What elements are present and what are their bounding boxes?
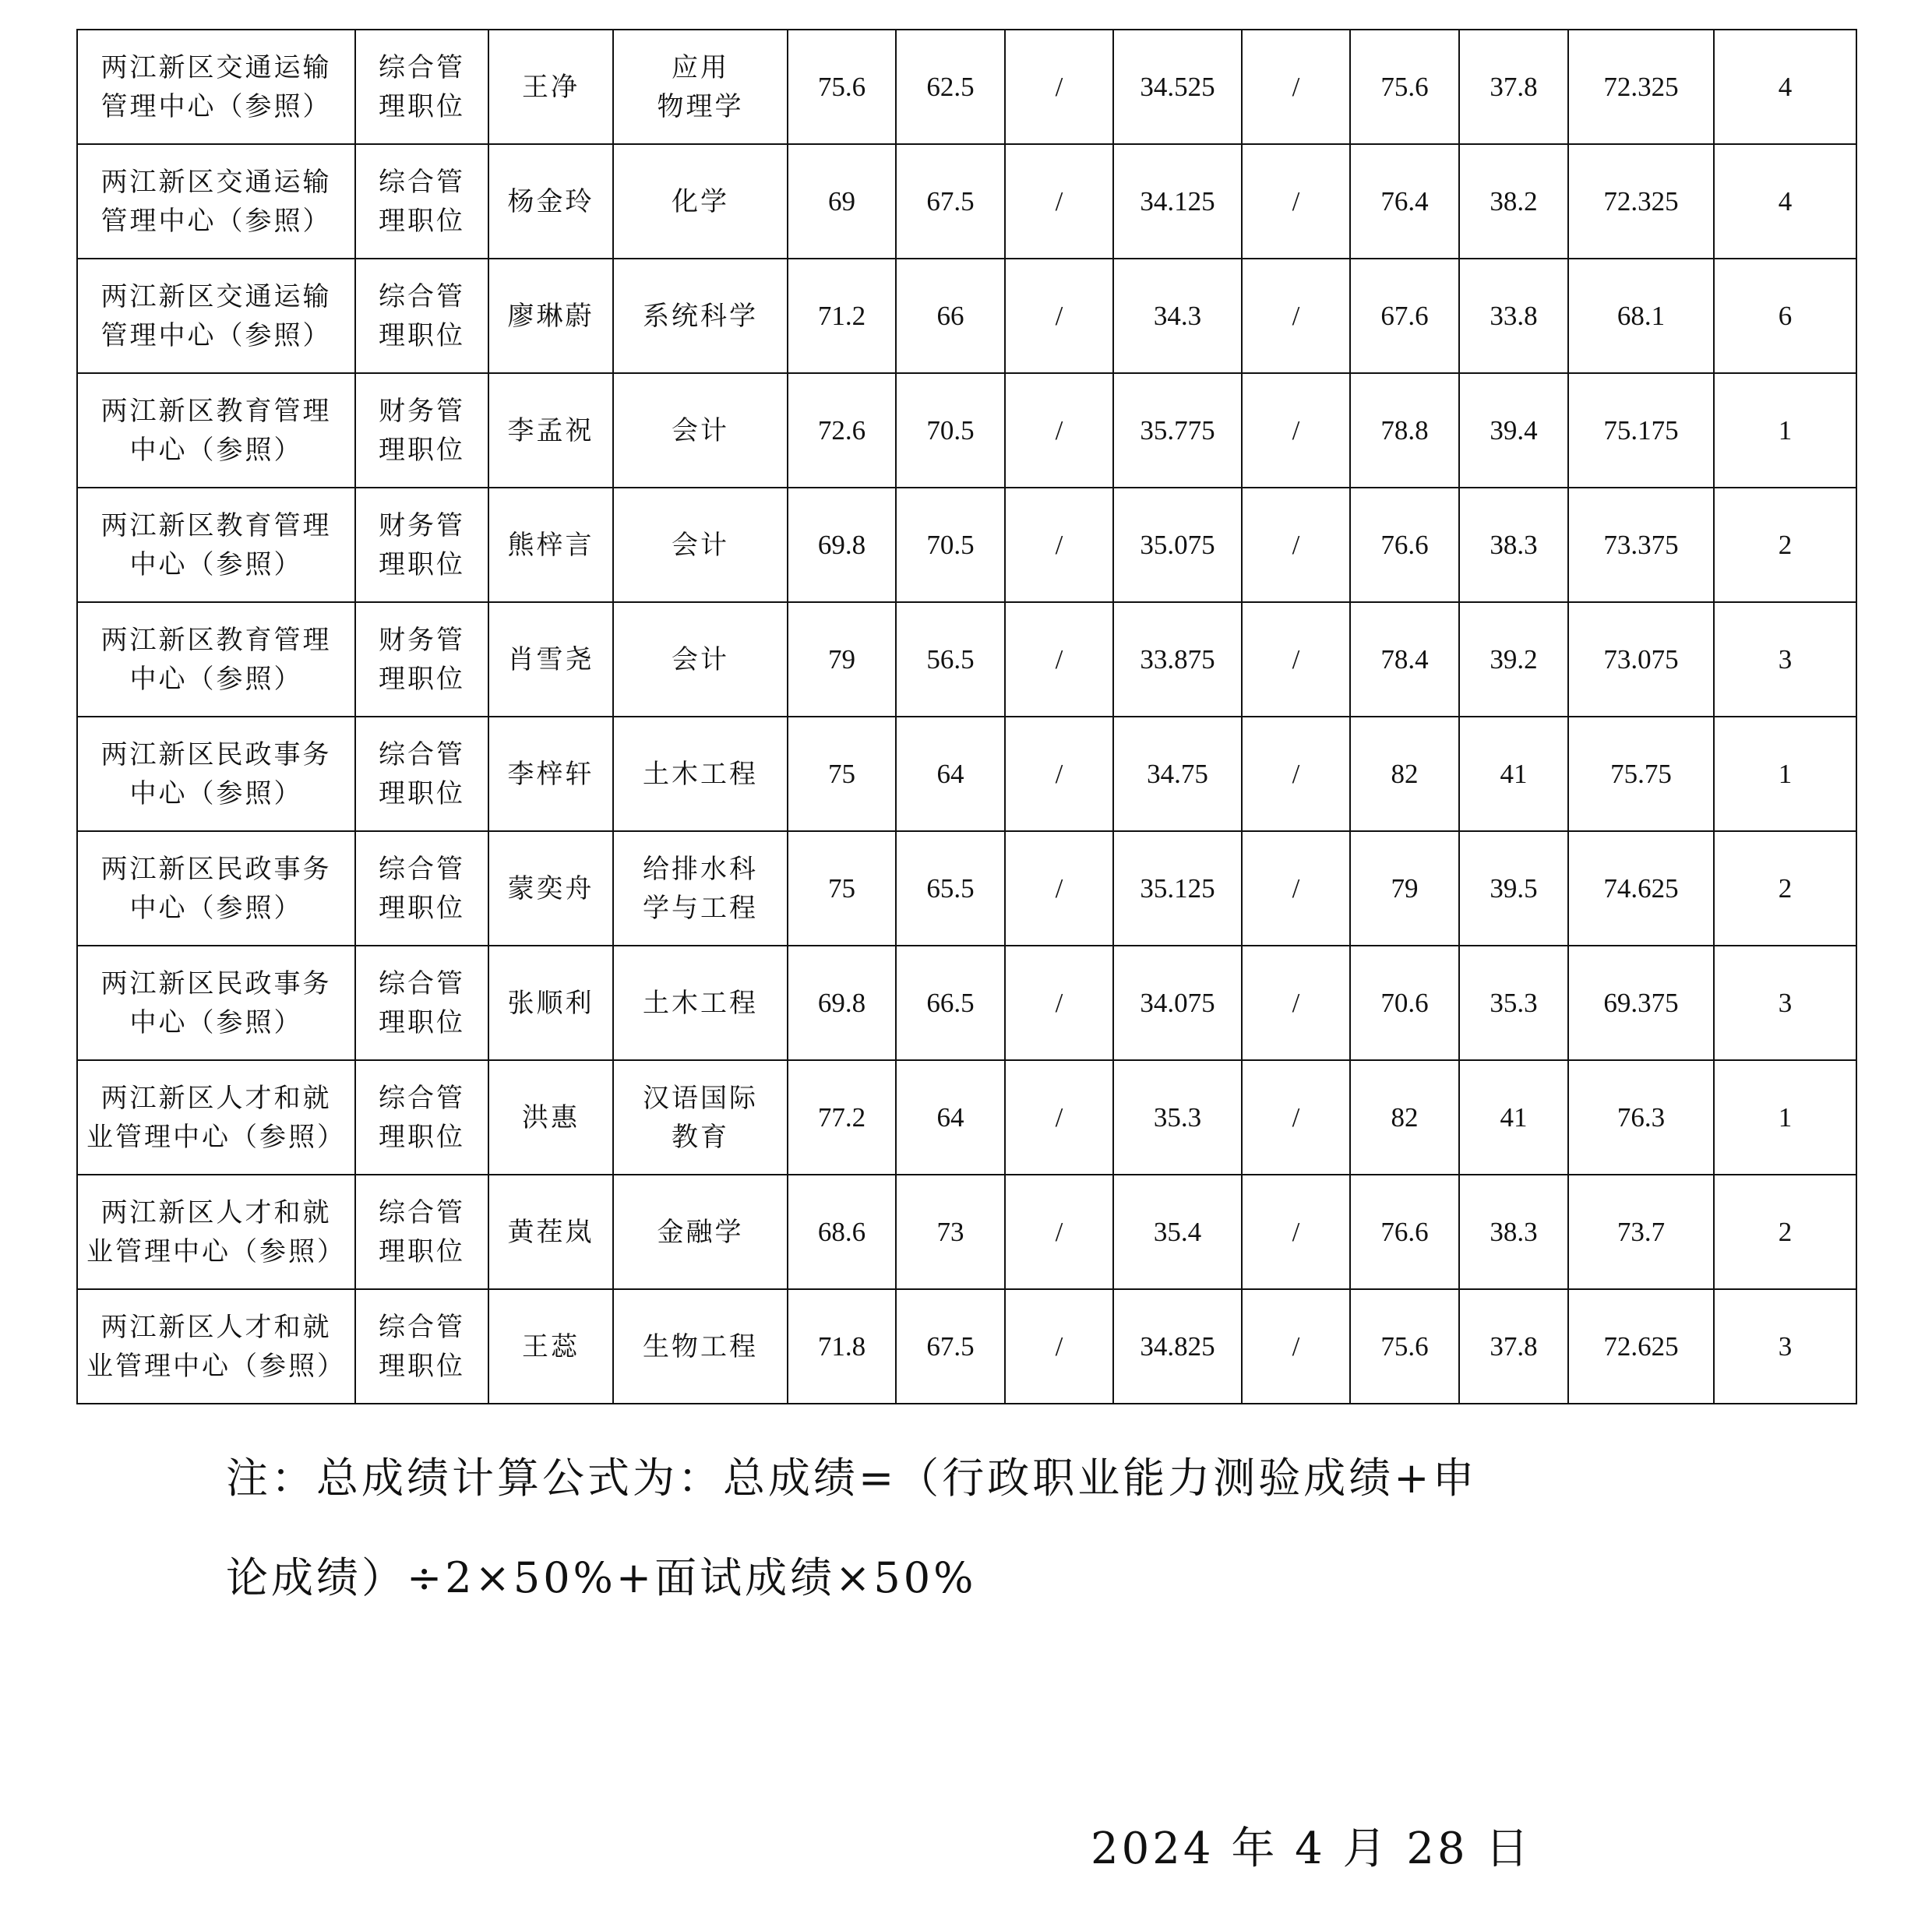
score-cell-c8: 75.75 [1568, 717, 1714, 831]
score-cell-c1: 79 [788, 602, 896, 717]
score-cell-c4: 35.3 [1113, 1060, 1242, 1175]
major-cell-line1: 化学 [672, 185, 729, 217]
formula-note-continued: 论成绩）÷2×50%+面试成绩×50% [226, 1553, 977, 1602]
candidate-name-cell: 肖雪尧 [488, 602, 613, 717]
score-cell-c9: 3 [1714, 946, 1856, 1060]
unit-cell-line1: 两江新区民政事务 [100, 853, 332, 885]
score-cell-c9: 2 [1714, 1175, 1856, 1289]
score-cell-c7: 41 [1459, 1060, 1568, 1175]
major-cell [613, 488, 788, 602]
unit-cell-line1: 两江新区教育管理 [100, 509, 332, 541]
score-cell-c8: 73.375 [1568, 488, 1714, 602]
score-cell-c8: 72.625 [1568, 1289, 1714, 1404]
unit-cell-line2: 中心（参照） [129, 434, 303, 466]
candidate-name-cell: 王蕊 [488, 1289, 613, 1404]
table-row [77, 1060, 1856, 1175]
score-cell-c7: 39.5 [1459, 831, 1568, 946]
score-cell-c2: 66.5 [896, 946, 1005, 1060]
post-cell [355, 144, 488, 259]
table-row [77, 602, 1856, 717]
unit-cell-line2: 中心（参照） [129, 1006, 303, 1038]
major-cell-line2: 教育 [672, 1121, 729, 1153]
unit-cell [77, 30, 355, 144]
candidate-name-cell: 李梓轩 [488, 717, 613, 831]
score-cell-c1: 75 [788, 717, 896, 831]
candidate-name-cell: 黄茬岚 [488, 1175, 613, 1289]
score-cell-c7: 37.8 [1459, 30, 1568, 144]
score-cell-c1: 69.8 [788, 946, 896, 1060]
unit-cell-line2: 管理中心（参照） [100, 319, 332, 351]
score-cell-c5: / [1242, 373, 1350, 488]
score-cell-c6: 82 [1350, 717, 1459, 831]
post-cell-line1: 财务管 [379, 395, 465, 427]
candidate-name-cell: 李孟祝 [488, 373, 613, 488]
post-cell [355, 946, 488, 1060]
major-cell [613, 144, 788, 259]
score-cell-c5: / [1242, 717, 1350, 831]
unit-cell-line2: 中心（参照） [129, 548, 303, 580]
score-cell-c9: 1 [1714, 717, 1856, 831]
unit-cell-line2: 业管理中心（参照） [86, 1235, 346, 1267]
score-cell-c2: 64 [896, 1060, 1005, 1175]
score-cell-c6: 78.8 [1350, 373, 1459, 488]
major-cell [613, 373, 788, 488]
major-cell-line1: 金融学 [657, 1216, 744, 1248]
score-cell-c6: 75.6 [1350, 30, 1459, 144]
score-cell-c4: 35.4 [1113, 1175, 1242, 1289]
score-cell-c9: 3 [1714, 1289, 1856, 1404]
score-cell-c1: 75 [788, 831, 896, 946]
score-cell-c8: 75.175 [1568, 373, 1714, 488]
score-cell-c1: 69 [788, 144, 896, 259]
score-cell-c3: / [1005, 1289, 1113, 1404]
score-cell-c5: / [1242, 30, 1350, 144]
table-row [77, 1289, 1856, 1404]
score-cell-c6: 76.4 [1350, 144, 1459, 259]
score-cell-c2: 70.5 [896, 488, 1005, 602]
post-cell-line1: 综合管 [379, 280, 465, 312]
score-cell-c5: / [1242, 1060, 1350, 1175]
major-cell [613, 1289, 788, 1404]
post-cell-line1: 综合管 [379, 738, 465, 770]
score-cell-c3: / [1005, 259, 1113, 373]
unit-cell-line2: 业管理中心（参照） [86, 1121, 346, 1153]
score-cell-c4: 34.3 [1113, 259, 1242, 373]
post-cell [355, 1289, 488, 1404]
score-cell-c4: 34.825 [1113, 1289, 1242, 1404]
table-row [77, 1175, 1856, 1289]
major-cell-line1: 会计 [672, 529, 729, 561]
score-cell-c6: 78.4 [1350, 602, 1459, 717]
major-cell-line1: 应用 [672, 51, 729, 83]
post-cell-line2: 理职位 [379, 548, 465, 580]
score-cell-c1: 68.6 [788, 1175, 896, 1289]
score-cell-c2: 66 [896, 259, 1005, 373]
score-cell-c5: / [1242, 831, 1350, 946]
unit-cell-line1: 两江新区民政事务 [100, 967, 332, 999]
table-row [77, 259, 1856, 373]
major-cell-line2: 学与工程 [643, 892, 758, 924]
major-cell [613, 946, 788, 1060]
score-cell-c7: 33.8 [1459, 259, 1568, 373]
score-cell-c3: / [1005, 144, 1113, 259]
score-cell-c2: 65.5 [896, 831, 1005, 946]
major-cell [613, 831, 788, 946]
post-cell-line2: 理职位 [379, 1350, 465, 1382]
unit-cell-line1: 两江新区人才和就 [100, 1311, 332, 1343]
unit-cell-line1: 两江新区交通运输 [100, 280, 332, 312]
unit-cell-line1: 两江新区交通运输 [100, 51, 332, 83]
score-cell-c4: 34.525 [1113, 30, 1242, 144]
score-cell-c9: 1 [1714, 373, 1856, 488]
unit-cell-line2: 管理中心（参照） [100, 90, 332, 122]
table-row [77, 946, 1856, 1060]
post-cell [355, 259, 488, 373]
post-cell-line1: 财务管 [379, 509, 465, 541]
post-cell-line2: 理职位 [379, 1006, 465, 1038]
score-cell-c2: 70.5 [896, 373, 1005, 488]
score-cell-c3: / [1005, 717, 1113, 831]
score-cell-c2: 62.5 [896, 30, 1005, 144]
score-cell-c8: 68.1 [1568, 259, 1714, 373]
post-cell-line1: 综合管 [379, 853, 465, 885]
post-cell [355, 1175, 488, 1289]
score-cell-c4: 34.75 [1113, 717, 1242, 831]
score-cell-c5: / [1242, 144, 1350, 259]
unit-cell [77, 1289, 355, 1404]
unit-cell [77, 717, 355, 831]
score-cell-c7: 39.4 [1459, 373, 1568, 488]
score-cell-c8: 74.625 [1568, 831, 1714, 946]
candidate-name-cell: 熊梓言 [488, 488, 613, 602]
score-cell-c3: / [1005, 488, 1113, 602]
post-cell-line1: 综合管 [379, 1196, 465, 1228]
score-cell-c5: / [1242, 1289, 1350, 1404]
score-cell-c2: 64 [896, 717, 1005, 831]
major-cell [613, 259, 788, 373]
score-cell-c1: 71.2 [788, 259, 896, 373]
unit-cell [77, 946, 355, 1060]
score-cell-c7: 37.8 [1459, 1289, 1568, 1404]
unit-cell-line2: 管理中心（参照） [100, 205, 332, 237]
post-cell-line2: 理职位 [379, 90, 465, 122]
unit-cell [77, 602, 355, 717]
score-cell-c6: 76.6 [1350, 488, 1459, 602]
candidate-name-cell: 王净 [488, 30, 613, 144]
unit-cell [77, 831, 355, 946]
table-row [77, 373, 1856, 488]
score-cell-c7: 38.3 [1459, 1175, 1568, 1289]
major-cell [613, 1175, 788, 1289]
score-cell-c3: / [1005, 30, 1113, 144]
post-cell [355, 30, 488, 144]
score-cell-c7: 41 [1459, 717, 1568, 831]
post-cell-line1: 综合管 [379, 1082, 465, 1114]
unit-cell-line2: 中心（参照） [129, 777, 303, 809]
post-cell [355, 1060, 488, 1175]
score-cell-c2: 67.5 [896, 1289, 1005, 1404]
score-cell-c8: 73.7 [1568, 1175, 1714, 1289]
major-cell-line1: 土木工程 [643, 987, 758, 1019]
unit-cell [77, 1060, 355, 1175]
score-table-body [77, 30, 1856, 1404]
unit-cell [77, 373, 355, 488]
score-cell-c6: 82 [1350, 1060, 1459, 1175]
candidate-name-cell: 蒙奕舟 [488, 831, 613, 946]
post-cell [355, 373, 488, 488]
score-cell-c3: / [1005, 602, 1113, 717]
score-cell-c7: 38.2 [1459, 144, 1568, 259]
post-cell-line1: 综合管 [379, 967, 465, 999]
major-cell-line1: 系统科学 [643, 300, 758, 332]
score-cell-c5: / [1242, 259, 1350, 373]
post-cell [355, 831, 488, 946]
score-cell-c7: 35.3 [1459, 946, 1568, 1060]
score-table [76, 29, 1857, 1404]
score-cell-c8: 72.325 [1568, 30, 1714, 144]
candidate-name-cell: 洪惠 [488, 1060, 613, 1175]
score-cell-c1: 71.8 [788, 1289, 896, 1404]
score-cell-c1: 69.8 [788, 488, 896, 602]
post-cell-line1: 综合管 [379, 166, 465, 198]
post-cell-line2: 理职位 [379, 1235, 465, 1267]
unit-cell [77, 1175, 355, 1289]
major-cell-line1: 会计 [672, 414, 729, 446]
major-cell-line1: 给排水科 [643, 853, 758, 885]
unit-cell-line1: 两江新区教育管理 [100, 395, 332, 427]
post-cell-line2: 理职位 [379, 892, 465, 924]
post-cell-line1: 综合管 [379, 51, 465, 83]
major-cell-line2: 物理学 [657, 90, 744, 122]
document-date: 2024 年 4 月 28 日 [1091, 1824, 1532, 1874]
score-cell-c8: 69.375 [1568, 946, 1714, 1060]
score-cell-c3: / [1005, 373, 1113, 488]
score-cell-c4: 34.075 [1113, 946, 1242, 1060]
score-cell-c4: 35.125 [1113, 831, 1242, 946]
candidate-name-cell: 廖琳蔚 [488, 259, 613, 373]
major-cell-line1: 生物工程 [643, 1330, 758, 1362]
post-cell-line2: 理职位 [379, 777, 465, 809]
post-cell-line1: 综合管 [379, 1311, 465, 1343]
score-cell-c6: 70.6 [1350, 946, 1459, 1060]
unit-cell-line2: 中心（参照） [129, 892, 303, 924]
score-cell-c3: / [1005, 831, 1113, 946]
score-cell-c4: 34.125 [1113, 144, 1242, 259]
major-cell-line1: 汉语国际 [643, 1082, 758, 1114]
score-cell-c3: / [1005, 1060, 1113, 1175]
table-row [77, 144, 1856, 259]
unit-cell-line2: 业管理中心（参照） [86, 1350, 346, 1382]
unit-cell-line1: 两江新区交通运输 [100, 166, 332, 198]
score-cell-c9: 6 [1714, 259, 1856, 373]
score-cell-c3: / [1005, 1175, 1113, 1289]
unit-cell-line1: 两江新区民政事务 [100, 738, 332, 770]
score-cell-c6: 67.6 [1350, 259, 1459, 373]
unit-cell-line1: 两江新区人才和就 [100, 1196, 332, 1228]
score-cell-c1: 72.6 [788, 373, 896, 488]
table-row [77, 30, 1856, 144]
unit-cell-line1: 两江新区人才和就 [100, 1082, 332, 1114]
score-cell-c6: 75.6 [1350, 1289, 1459, 1404]
score-cell-c2: 73 [896, 1175, 1005, 1289]
score-cell-c1: 75.6 [788, 30, 896, 144]
unit-cell-line1: 两江新区教育管理 [100, 624, 332, 656]
score-cell-c8: 72.325 [1568, 144, 1714, 259]
major-cell-line1: 会计 [672, 643, 729, 675]
score-cell-c7: 39.2 [1459, 602, 1568, 717]
score-cell-c9: 3 [1714, 602, 1856, 717]
post-cell-line2: 理职位 [379, 434, 465, 466]
score-cell-c5: / [1242, 602, 1350, 717]
post-cell [355, 488, 488, 602]
post-cell-line1: 财务管 [379, 624, 465, 656]
post-cell-line2: 理职位 [379, 319, 465, 351]
post-cell-line2: 理职位 [379, 663, 465, 695]
unit-cell [77, 488, 355, 602]
table-row [77, 831, 1856, 946]
major-cell [613, 1060, 788, 1175]
score-cell-c2: 56.5 [896, 602, 1005, 717]
score-cell-c9: 4 [1714, 30, 1856, 144]
major-cell [613, 717, 788, 831]
score-cell-c5: / [1242, 946, 1350, 1060]
candidate-name-cell: 杨金玲 [488, 144, 613, 259]
score-cell-c8: 76.3 [1568, 1060, 1714, 1175]
formula-note: 注：总成绩计算公式为：总成绩=（行政职业能力测验成绩+申 [226, 1454, 1478, 1503]
post-cell-line2: 理职位 [379, 1121, 465, 1153]
score-cell-c7: 38.3 [1459, 488, 1568, 602]
score-cell-c6: 76.6 [1350, 1175, 1459, 1289]
unit-cell [77, 259, 355, 373]
score-cell-c8: 73.075 [1568, 602, 1714, 717]
unit-cell-line2: 中心（参照） [129, 663, 303, 695]
candidate-name-cell: 张顺利 [488, 946, 613, 1060]
score-cell-c9: 2 [1714, 831, 1856, 946]
major-cell-line1: 土木工程 [643, 758, 758, 790]
score-cell-c3: / [1005, 946, 1113, 1060]
unit-cell [77, 144, 355, 259]
post-cell [355, 602, 488, 717]
post-cell [355, 717, 488, 831]
score-cell-c4: 35.775 [1113, 373, 1242, 488]
score-cell-c5: / [1242, 488, 1350, 602]
score-cell-c2: 67.5 [896, 144, 1005, 259]
score-cell-c6: 79 [1350, 831, 1459, 946]
score-cell-c9: 4 [1714, 144, 1856, 259]
score-cell-c1: 77.2 [788, 1060, 896, 1175]
score-cell-c9: 1 [1714, 1060, 1856, 1175]
score-cell-c4: 35.075 [1113, 488, 1242, 602]
table-row [77, 717, 1856, 831]
table-row [77, 488, 1856, 602]
major-cell [613, 30, 788, 144]
major-cell [613, 602, 788, 717]
post-cell-line2: 理职位 [379, 205, 465, 237]
score-cell-c5: / [1242, 1175, 1350, 1289]
score-cell-c9: 2 [1714, 488, 1856, 602]
score-cell-c4: 33.875 [1113, 602, 1242, 717]
